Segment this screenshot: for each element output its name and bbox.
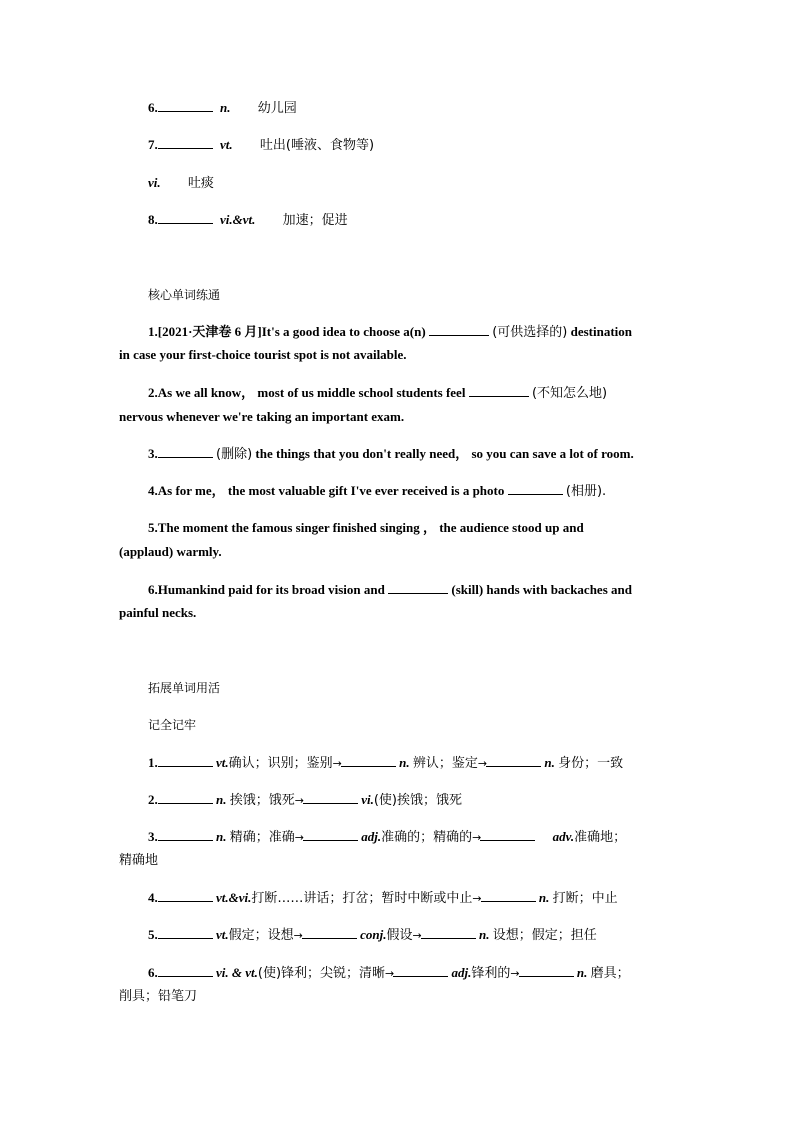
meaning: 身份；一致	[558, 756, 624, 771]
meaning: 吐痰	[187, 176, 214, 191]
item-number: 6.	[148, 100, 158, 115]
answer-blank[interactable]	[302, 927, 357, 939]
answer-blank[interactable]	[429, 324, 489, 336]
question-text: destination	[570, 324, 633, 339]
question-text: The moment the famous singer finished singing ， the audience stood up and	[157, 520, 584, 535]
answer-blank[interactable]	[388, 582, 448, 594]
item-number: 4.	[148, 890, 158, 905]
arrow-icon: →	[510, 967, 519, 980]
hint: (删除)	[216, 447, 253, 462]
meaning: 加速；促进	[282, 213, 348, 228]
answer-blank[interactable]	[158, 792, 213, 804]
item-number: 2.	[148, 792, 158, 807]
part-of-speech: n.	[399, 755, 410, 770]
part-of-speech: n.	[538, 890, 550, 905]
question-text: Humankind paid for its broad vision and	[157, 582, 385, 597]
part-of-speech: n.	[544, 755, 555, 770]
meaning: 吐出(唾液、食物等)	[259, 138, 375, 153]
core-question-1-line2: in case your first-choice tourist spot is not available.	[119, 347, 407, 362]
answer-blank[interactable]	[158, 829, 213, 841]
part-of-speech: vi.&vt.	[220, 212, 256, 227]
meaning: 打断……讲话；打岔；暂时中断或中止	[251, 891, 473, 906]
part-of-speech: n.	[220, 100, 231, 115]
part-of-speech: adj.	[451, 965, 472, 980]
vocab-item-6	[148, 100, 297, 117]
part-of-speech: adj.	[361, 829, 382, 844]
question-number: 1.	[148, 324, 158, 339]
arrow-icon: →	[477, 757, 487, 770]
hint: (可供选择的)	[492, 325, 568, 340]
item-number: 3.	[148, 829, 158, 844]
core-question-2	[148, 385, 607, 402]
extend-item-6	[148, 965, 630, 982]
answer-blank[interactable]	[158, 100, 213, 112]
answer-blank[interactable]	[158, 755, 213, 767]
question-number: 4.	[148, 483, 158, 498]
item-number: 6.	[148, 965, 158, 980]
answer-blank[interactable]	[158, 965, 213, 977]
part-of-speech: vt.	[216, 927, 229, 942]
meaning: 设想；假定；担任	[492, 928, 597, 943]
part-of-speech: vi.	[148, 175, 161, 190]
core-question-1	[148, 324, 632, 341]
meaning: 辨认；鉴定	[412, 756, 478, 771]
question-number: 5.	[148, 520, 158, 535]
core-question-3	[148, 446, 634, 463]
extend-item-6-line2: 削具；铅笔刀	[119, 989, 198, 1004]
extend-item-1	[148, 755, 623, 772]
meaning: 准确地；	[574, 830, 627, 845]
arrow-icon: →	[293, 929, 302, 942]
answer-blank[interactable]	[303, 829, 358, 841]
hint: (相册).	[565, 484, 607, 499]
answer-blank[interactable]	[158, 927, 213, 939]
core-question-4	[148, 483, 606, 500]
item-number: 8.	[148, 212, 158, 227]
section-heading-core: 核心单词练通	[148, 288, 221, 302]
part-of-speech: n.	[478, 927, 490, 942]
meaning: 确认；识别；鉴别	[228, 756, 333, 771]
part-of-speech: adv.	[552, 829, 575, 844]
part-of-speech: n.	[216, 792, 227, 807]
core-question-5	[148, 520, 584, 536]
answer-blank[interactable]	[158, 446, 213, 458]
answer-blank[interactable]	[341, 755, 396, 767]
arrow-icon: →	[472, 892, 481, 905]
meaning: (使)锋利；尖锐；清晰	[257, 966, 386, 981]
core-question-2-line2: nervous whenever we're taking an important exam.	[119, 409, 405, 424]
item-number: 5.	[148, 927, 158, 942]
meaning: 锋利的	[471, 966, 511, 981]
extend-item-2	[148, 792, 462, 809]
question-text: the things that you don't really need， so you can save a lot of room.	[255, 446, 634, 461]
arrow-icon: →	[294, 794, 303, 807]
meaning: 准确的；精确的	[381, 830, 473, 845]
meaning: 打断；中止	[552, 891, 618, 906]
vocab-item-8	[148, 212, 348, 229]
answer-blank[interactable]	[158, 137, 213, 149]
part-of-speech: conj.	[360, 927, 387, 942]
part-of-speech: vt.&vi.	[216, 890, 252, 905]
part-of-speech: vi.	[361, 792, 374, 807]
meaning: 磨具；	[590, 966, 630, 981]
answer-blank[interactable]	[421, 927, 476, 939]
extend-item-4	[148, 890, 618, 907]
arrow-icon: →	[385, 967, 394, 980]
part-of-speech: vt.	[220, 137, 233, 152]
arrow-icon: →	[294, 831, 303, 844]
meaning: 挨饿；饿死	[229, 793, 295, 808]
arrow-icon: →	[412, 929, 421, 942]
section-subheading: 记全记牢	[148, 718, 197, 732]
core-question-5-line2: (applaud) warmly.	[119, 544, 222, 559]
question-text: (skill) hands with backaches and	[451, 582, 632, 597]
vocab-item-7b	[148, 175, 214, 192]
answer-blank[interactable]	[158, 890, 213, 902]
meaning: 精确；准确	[229, 830, 295, 845]
answer-blank[interactable]	[303, 792, 358, 804]
answer-blank[interactable]	[393, 965, 448, 977]
extend-item-3-line2: 精确地	[119, 853, 159, 868]
section-heading-extend: 拓展单词用活	[148, 681, 221, 695]
meaning: 假定；设想	[228, 928, 294, 943]
part-of-speech: vt.	[216, 755, 229, 770]
question-number: 3.	[148, 446, 158, 461]
arrow-icon: →	[332, 757, 341, 770]
extend-item-5	[148, 927, 597, 944]
part-of-speech: vi. & vt.	[216, 965, 258, 980]
answer-blank[interactable]	[519, 965, 574, 977]
core-question-6	[148, 582, 632, 598]
vocab-item-7	[148, 137, 374, 154]
core-question-6-line2: painful necks.	[119, 605, 197, 620]
item-number: 7.	[148, 137, 158, 152]
meaning: 假设	[386, 928, 413, 943]
answer-blank[interactable]	[508, 483, 563, 495]
answer-blank[interactable]	[486, 755, 541, 767]
answer-blank[interactable]	[480, 829, 535, 841]
answer-blank[interactable]	[481, 890, 536, 902]
part-of-speech: n.	[216, 829, 227, 844]
answer-blank[interactable]	[158, 212, 213, 224]
meaning: 幼儿园	[257, 101, 297, 116]
question-text: As for me， the most valuable gift I've ever received is a photo	[157, 483, 505, 498]
part-of-speech: n.	[576, 965, 588, 980]
question-number: 2.	[148, 385, 158, 400]
arrow-icon: →	[472, 831, 481, 844]
extend-item-3	[148, 829, 626, 846]
question-source: [2021·天津卷 6 月]	[157, 324, 262, 339]
question-text: It's a good idea to choose a(n)	[261, 324, 426, 339]
item-number: 1.	[148, 755, 158, 770]
hint: (不知怎么地)	[531, 386, 608, 401]
question-number: 6.	[148, 582, 158, 597]
question-text: As we all know， most of us middle school students feel	[157, 385, 466, 400]
meaning: (使)挨饿；饿死	[373, 793, 463, 808]
answer-blank[interactable]	[469, 385, 529, 397]
